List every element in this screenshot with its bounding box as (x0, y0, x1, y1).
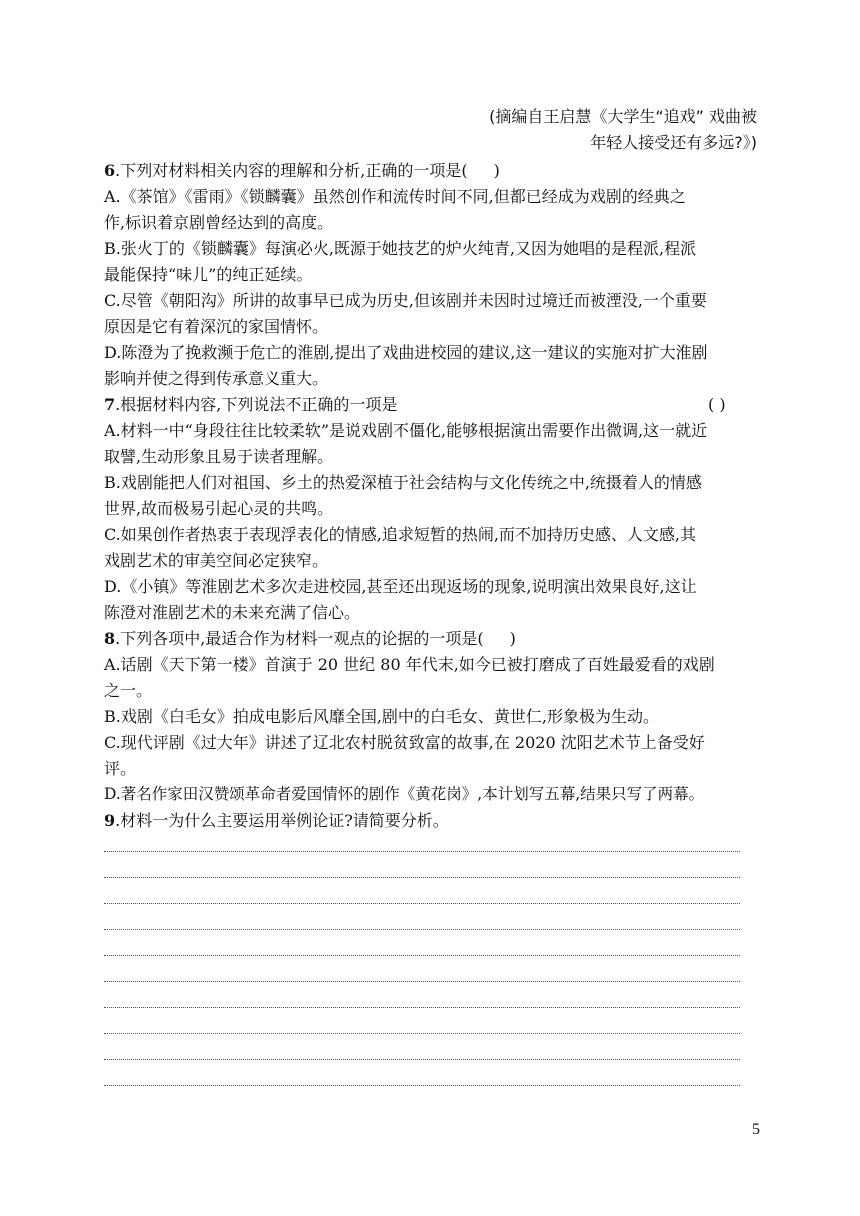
question-8-stem: 8.下列各项中,最适合作为材料一观点的论据的一项是( ) (104, 629, 516, 648)
q6-option-c-line2: 原因是它有着深沉的家国情怀。 (104, 317, 329, 336)
q7-option-c-line1: C.如果创作者热衷于表现浮表化的情感,追求短暂的热闹,而不加持历史感、人文感,其 (104, 525, 697, 544)
question-8-number: 8 (104, 629, 116, 648)
answer-line[interactable] (104, 1007, 740, 1008)
q6-option-a-line2: 作,标识着京剧曾经达到的高度。 (104, 213, 334, 232)
q6-option-c-line1: C.尽管《朝阳沟》所讲的故事早已成为历史,但该剧并未因时过境迁而被湮没,一个重要 (104, 291, 707, 310)
q7-option-d-line2: 陈澄对淮剧艺术的未来充满了信心。 (104, 603, 361, 622)
answer-line[interactable] (104, 851, 740, 852)
answer-line[interactable] (104, 929, 740, 930)
question-7-stem: 7.根据材料内容,下列说法不正确的一项是 (104, 395, 398, 414)
answer-line[interactable] (104, 981, 740, 982)
q6-option-d-line2: 影响并使之得到传承意义重大。 (104, 369, 329, 388)
q7-option-a-line2: 取譬,生动形象且易于读者理解。 (104, 447, 334, 466)
question-9-number: 9 (104, 811, 116, 830)
q6-option-a-line1: A.《茶馆》《雷雨》《锁麟囊》虽然创作和流传时间不同,但都已经成为戏剧的经典之 (104, 187, 686, 206)
q7-option-b-line1: B.戏剧能把人们对祖国、乡土的热爱深植于社会结构与文化传统之中,统摄着人的情感 (104, 473, 702, 492)
answer-line[interactable] (104, 877, 740, 878)
question-7-number: 7 (104, 395, 116, 414)
answer-line[interactable] (104, 1085, 740, 1086)
q6-option-b-line2: 最能保持“味儿”的纯正延续。 (104, 265, 313, 284)
question-9-stem: 9.材料一为什么主要运用举例论证?请简要分析。 (104, 811, 449, 830)
q7-option-b-line2: 世界,故而极易引起心灵的共鸣。 (104, 499, 334, 518)
answer-line[interactable] (104, 1033, 740, 1034)
answer-line[interactable] (104, 1059, 740, 1060)
q7-option-c-line2: 戏剧艺术的审美空间必定狭窄。 (104, 551, 329, 570)
question-6-stem: 6.下列对材料相关内容的理解和分析,正确的一项是( ) (104, 161, 500, 180)
q6-option-b-line1: B.张火丁的《锁麟囊》每演必火,既源于她技艺的炉火纯青,又因为她唱的是程派,程派 (104, 239, 697, 258)
page-number: 5 (752, 1121, 760, 1138)
answer-line[interactable] (104, 903, 740, 904)
q8-option-d-line1: D.著名作家田汉赞颂革命者爱国情怀的剧作《黄花岗》,本计划写五幕,结果只写了两幕。 (104, 785, 705, 803)
q8-option-c-line1: C.现代评剧《过大年》讲述了辽北农村脱贫致富的故事,在 2020 沈阳艺术节上备受好 (104, 733, 705, 752)
q7-option-a-line1: A.材料一中“身段往往比较柔软”是说戏剧不僵化,能够根据演出需要作出微调,这一就近 (104, 421, 708, 440)
question-6-number: 6 (104, 161, 116, 180)
q7-option-d-line1: D.《小镇》等淮剧艺术多次走进校园,甚至还出现返场的现象,说明演出效果良好,这让 (104, 577, 697, 596)
q8-option-c-line2: 评。 (104, 759, 137, 778)
source-citation-line-1: (摘编自王启慧《大学生“追戏” 戏曲被 (489, 107, 757, 126)
question-7-answer-paren: ( ) (708, 395, 726, 414)
q8-option-a-line1: A.话剧《天下第一楼》首演于 20 世纪 80 年代末,如今已被打磨成了百姓最爱看的戏剧 (104, 655, 715, 674)
source-citation-line-2: 年轻人接受还有多远?》) (590, 133, 757, 152)
q6-option-d-line1: D.陈澄为了挽救濒于危亡的淮剧,提出了戏曲进校园的建议,这一建议的实施对扩大淮剧 (104, 343, 708, 362)
q8-option-a-line2: 之一。 (104, 681, 153, 700)
answer-line[interactable] (104, 955, 740, 956)
q8-option-b-line1: B.戏剧《白毛女》拍成电影后风靡全国,剧中的白毛女、黄世仁,形象极为生动。 (104, 707, 660, 726)
